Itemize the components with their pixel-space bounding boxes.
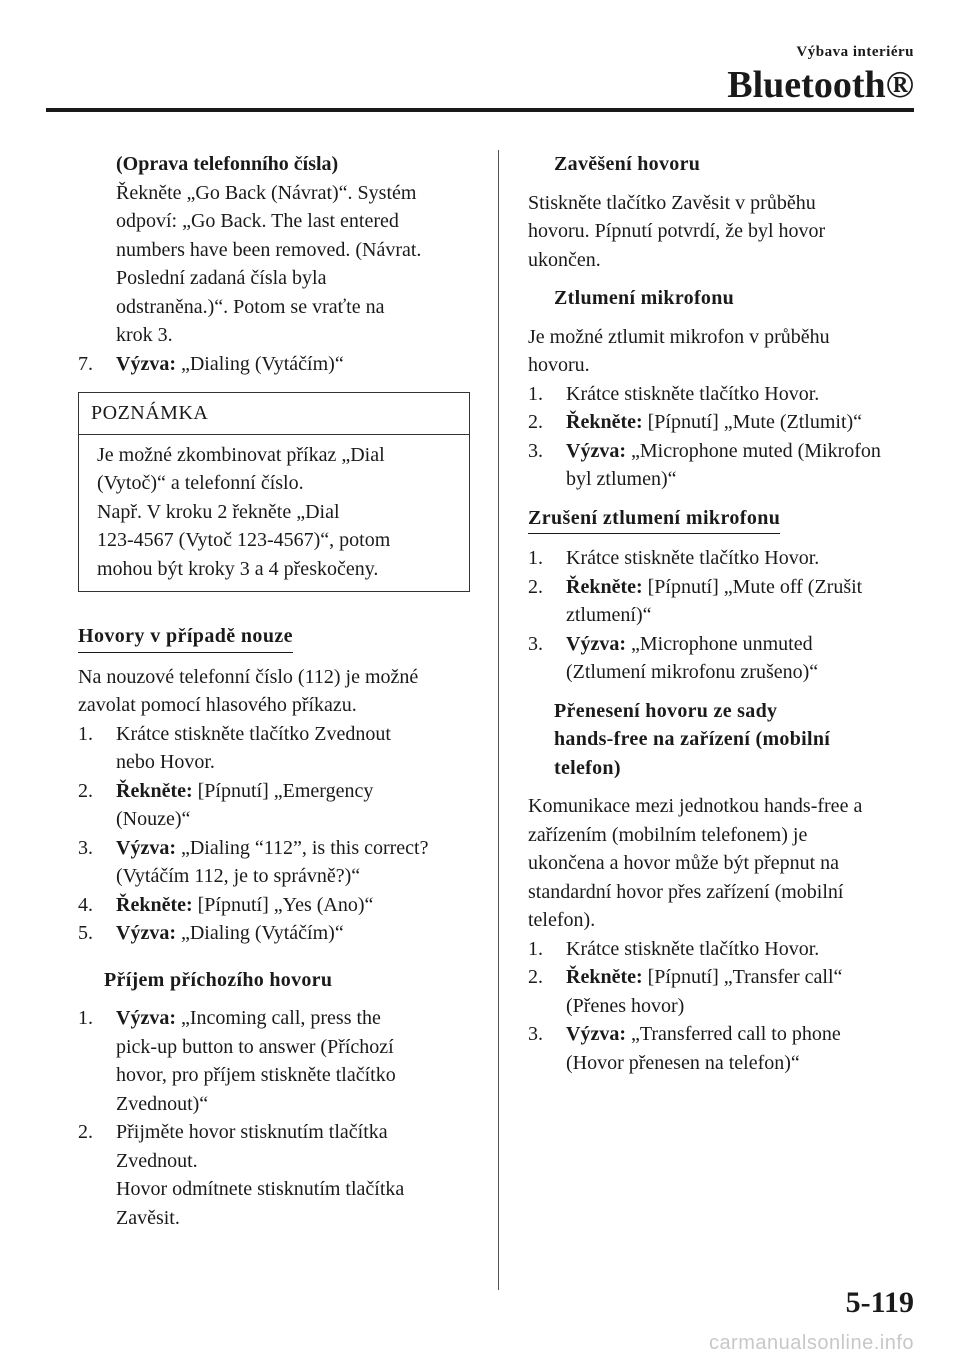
transfer-step-1: 1. Krátce stiskněte tlačítko Hovor. bbox=[528, 937, 820, 960]
transfer-heading: hands-free na zařízení (mobilní bbox=[554, 728, 831, 750]
transfer-intro: zařízením (mobilním telefonem) je bbox=[528, 823, 808, 846]
transfer-intro: ukončena a hovor může být přepnut na bbox=[528, 852, 840, 874]
watermark: carmanualsonline.info bbox=[708, 1332, 914, 1354]
emergency-intro: zavolat pomocí hlasového příkazu. bbox=[78, 694, 357, 716]
hangup-section bbox=[528, 150, 914, 274]
page-header bbox=[727, 44, 914, 107]
column-divider bbox=[498, 150, 499, 1290]
incoming-step-2: 2. Přijměte hovor stisknutím tlačítka Zvednout. Hovor odmítnete stisknutím tlačítka Zavěsit. bbox=[78, 1121, 405, 1229]
right-column bbox=[528, 150, 914, 1077]
hangup-line: hovoru. Pípnutí potvrdí, že byl hovor bbox=[528, 220, 826, 242]
mute-step-1: 1. Krátce stiskněte tlačítko Hovor. bbox=[528, 382, 820, 405]
mute-step-3: 3. Výzva: „Microphone muted (Mikrofon byl ztlumen)“ bbox=[528, 439, 881, 490]
step-text: „Dialing (Vytáčím)“ bbox=[175, 352, 344, 375]
note-line: (Vytoč)“ a telefonní číslo. bbox=[97, 472, 304, 494]
chapter-title: Bluetooth® bbox=[727, 64, 914, 106]
step-7 bbox=[78, 350, 470, 379]
emergency-step-1: 1. Krátce stiskněte tlačítko Zvednout nebo Hovor. bbox=[78, 722, 391, 773]
incoming-heading: Příjem příchozího hovoru bbox=[104, 968, 333, 991]
emergency-intro: Na nouzové telefonní číslo (112) je možné bbox=[78, 665, 419, 688]
transfer-heading: Přenesení hovoru ze sady bbox=[554, 699, 778, 722]
mute-section bbox=[528, 284, 914, 494]
note-title: POZNÁMKA bbox=[79, 393, 469, 435]
emergency-step-5: 5. Výzva: „Dialing (Vytáčím)“ bbox=[78, 922, 344, 944]
correction-line: numbers have been removed. (Návrat. bbox=[116, 238, 422, 261]
mute-heading: Ztlumení mikrofonu bbox=[554, 287, 735, 309]
note-line: Je možné zkombinovat příkaz „Dial bbox=[97, 443, 385, 466]
header-rule bbox=[46, 108, 914, 112]
transfer-intro: Komunikace mezi jednotkou hands-free a bbox=[528, 795, 863, 817]
transfer-intro: standardní hovor přes zařízení (mobilní bbox=[528, 880, 844, 903]
correction-title: (Oprava telefonního čísla) bbox=[116, 153, 339, 175]
emergency-step-4: 4. Řekněte: [Pípnutí] „Yes (Ano)“ bbox=[78, 893, 374, 916]
section-title: Výbava interiéru bbox=[796, 44, 914, 60]
hangup-line: Stiskněte tlačítko Zavěsit v průběhu bbox=[528, 191, 816, 214]
hangup-line: ukončen. bbox=[528, 248, 601, 271]
incoming-step-1: 1. Výzva: „Incoming call, press the pick-up button to answer (Příchozí hovor, pro příjem stiskněte tlačítko Zvednout)“ bbox=[78, 1007, 396, 1115]
mute-intro: Je možné ztlumit mikrofon v průběhu bbox=[528, 325, 830, 348]
correction-line: krok 3. bbox=[116, 324, 173, 346]
unmute-section bbox=[528, 504, 914, 687]
unmute-heading: Zrušení ztlumení mikrofonu bbox=[528, 504, 780, 535]
step-number: 7. bbox=[78, 352, 93, 375]
correction-line: Řekněte „Go Back (Návrat)“. Systém bbox=[116, 181, 417, 204]
transfer-intro: telefon). bbox=[528, 909, 596, 931]
mute-step-2: 2. Řekněte: [Pípnutí] „Mute (Ztlumit)“ bbox=[528, 411, 863, 433]
unmute-step-1: 1. Krátce stiskněte tlačítko Hovor. bbox=[528, 547, 820, 569]
step-label: Výzva: bbox=[116, 352, 176, 375]
page-number: 5-119 bbox=[845, 1286, 914, 1319]
transfer-step-3: 3. Výzva: „Transferred call to phone (Hovor přenesen na telefon)“ bbox=[528, 1023, 841, 1074]
note-line: Např. V kroku 2 řekněte „Dial bbox=[97, 500, 340, 523]
unmute-step-2: 2. Řekněte: [Pípnutí] „Mute off (Zrušit ztlumení)“ bbox=[528, 575, 863, 626]
correction-line: Poslední zadaná čísla byla bbox=[116, 267, 327, 289]
emergency-heading: Hovory v případě nouze bbox=[78, 622, 293, 653]
hangup-heading: Zavěšení hovoru bbox=[554, 153, 701, 175]
correction-line: odstraněna.)“. Potom se vraťte na bbox=[116, 295, 385, 318]
note-line: 123-4567 (Vytoč 123-4567)“, potom bbox=[97, 529, 391, 551]
correction-line: odpoví: „Go Back. The last entered bbox=[116, 210, 399, 232]
transfer-step-2: 2. Řekněte: [Pípnutí] „Transfer call“ (Přenes hovor) bbox=[528, 966, 843, 1017]
transfer-heading: telefon) bbox=[554, 756, 621, 779]
note-body bbox=[79, 435, 469, 592]
unmute-step-3: 3. Výzva: „Microphone unmuted (Ztlumení mikrofonu zrušeno)“ bbox=[528, 632, 819, 683]
incoming-section bbox=[78, 966, 470, 1233]
correction-block bbox=[78, 150, 470, 350]
emergency-section bbox=[78, 622, 470, 948]
mute-intro: hovoru. bbox=[528, 354, 590, 376]
transfer-section bbox=[528, 697, 914, 1078]
note-line: mohou být kroky 3 a 4 přeskočeny. bbox=[97, 557, 379, 580]
left-column bbox=[78, 150, 470, 1232]
emergency-step-3: 3. Výzva: „Dialing “112”, is this correct? (Vytáčím 112, je to správně?)“ bbox=[78, 836, 429, 887]
emergency-step-2: 2. Řekněte: [Pípnutí] „Emergency (Nouze)“ bbox=[78, 779, 374, 830]
note-box bbox=[78, 392, 470, 592]
